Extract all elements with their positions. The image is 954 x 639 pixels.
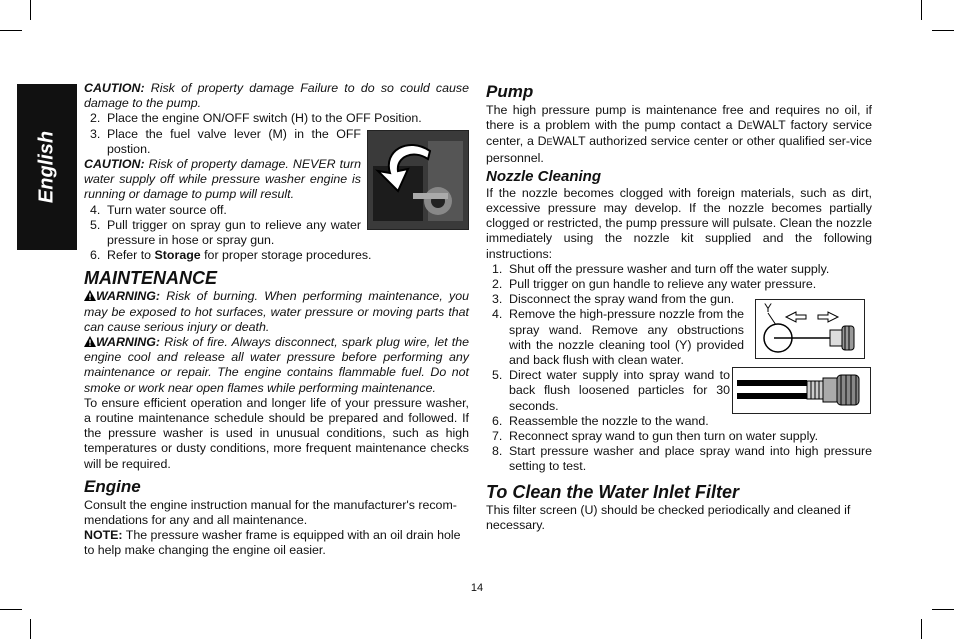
step-text: Start pressure washer and place spray wand into high pressure setting to test. <box>509 444 872 474</box>
engine-heading: Engine <box>84 476 141 496</box>
step-number: 3. <box>90 126 101 141</box>
note-label: NOTE: <box>84 528 123 543</box>
crop-mark <box>921 0 922 20</box>
caution-text: Risk of property damage Failure to do so could cause damage to the pump. <box>84 81 469 111</box>
crop-mark <box>0 30 22 31</box>
step-text: Pull trigger on gun handle to relieve any water pressure. <box>509 277 817 292</box>
crop-mark <box>30 619 31 639</box>
back-flush-figure <box>732 367 871 414</box>
engine-note <box>84 528 469 558</box>
list-item <box>486 277 872 292</box>
nozzle-cleaning-heading: Nozzle Cleaning <box>486 167 602 185</box>
list-item <box>84 248 469 263</box>
step-text: Pull trigger on spray gun to relieve any water pressure in hose or spray gun. <box>107 217 361 248</box>
caution-note <box>84 81 469 111</box>
crop-mark <box>30 0 31 20</box>
step-text: Direct water supply into spray wand to back flush loosened particles for 30 seconds. <box>509 368 730 413</box>
pump-text: The high pressure pump is maintenance free and requires no oil, if there is a problem with the pump contact a D <box>486 103 872 133</box>
warning-text: Risk of fire. Always disconnect, spark plug wire, let the engine cool and release all water pressure before performing any maintenance or repair. The engine contains flammable fuel. Do not smoke or work near open flames while performing maintenance. <box>84 335 469 395</box>
filter-paragraph: This filter screen (U) should be checked periodically and cleaned if necessary. <box>486 502 851 532</box>
pump-text: WALT authorized service center or other qualified ser-vice personnel. <box>486 134 872 165</box>
step-text: Disconnect the spray wand from the gun. <box>509 292 735 307</box>
list-item <box>486 262 872 277</box>
step-text: Place the engine ON/OFF switch (H) to the OFF Position. <box>107 111 422 126</box>
step-number: 7. <box>492 429 503 444</box>
shutdown-steps <box>84 111 469 157</box>
list-item <box>486 429 872 444</box>
note-text: The pressure washer frame is equipped with an oil drain hole to help make changing the engine oil easier. <box>84 528 461 558</box>
step-text: Remove the high-pressure nozzle from the spray wand. Remove any obstructions with the nozzle cleaning tool (Y) provided and back flush with clean water. <box>509 307 744 368</box>
nozzle-paragraph: If the nozzle becomes clogged with foreign materials, such as dirt, excessive pressure may develop. If the nozzle becomes partially clogged or restricted, the pump pressure will pulsate. Clean the nozzle immediately using the nozzle kit supplied and the following instructions: <box>486 185 872 261</box>
step-number: 5. <box>492 368 503 383</box>
crop-mark <box>932 609 954 610</box>
step-number: 1. <box>492 261 503 276</box>
warning-triangle-icon <box>84 336 96 347</box>
warning-text: Risk of burning. When performing maintenance, you may be exposed to hot surfaces, water pressure or moving parts that can cause serious injury or death. <box>84 289 469 334</box>
step-number: 6. <box>90 248 101 263</box>
step-number: 5. <box>90 217 101 232</box>
pump-heading: Pump <box>486 82 534 101</box>
warning-note <box>84 335 469 396</box>
water-filter-heading: To Clean the Water Inlet Filter <box>486 481 740 502</box>
list-item <box>84 127 361 157</box>
crop-mark <box>0 609 22 610</box>
step-text: Shut off the pressure washer and turn off the water supply. <box>509 261 830 276</box>
list-item <box>486 444 872 474</box>
language-tab-label: English <box>35 130 58 204</box>
list-item <box>486 307 744 368</box>
step-text: Place the fuel valve lever (M) in the OFF postion. <box>107 126 361 156</box>
crop-mark <box>921 619 922 639</box>
maintenance-heading: MAINTENANCE <box>84 268 217 289</box>
pump-text: E <box>546 137 553 148</box>
caution-note <box>84 157 361 203</box>
shutdown-steps <box>84 203 469 264</box>
caution-label: CAUTION: <box>84 157 145 172</box>
pump-text: WALT factory service center, a D <box>486 118 872 149</box>
warning-label: WARNING: <box>96 289 161 304</box>
step-number: 2. <box>492 277 503 292</box>
engine-paragraph: Consult the engine instruction manual for the manufacturer's recom-mendations for any and all maintenance. <box>84 497 457 528</box>
list-item <box>486 292 744 307</box>
list-item <box>486 368 730 414</box>
caution-label: CAUTION: <box>84 81 145 95</box>
step-text: Reconnect spray wand to gun then turn on water supply. <box>509 429 819 444</box>
step-number: 4. <box>492 307 503 322</box>
back-flush-illustration <box>733 368 870 413</box>
crop-mark <box>932 30 954 31</box>
warning-note <box>84 289 469 335</box>
warning-label: WARNING: <box>96 335 161 350</box>
step-number: 3. <box>492 292 503 307</box>
step-text: Turn water source off. <box>107 202 227 217</box>
storage-reference: Storage <box>154 248 201 263</box>
step-number: 2. <box>90 111 101 126</box>
list-item <box>486 414 872 429</box>
nozzle-tool-illustration <box>756 300 864 358</box>
nozzle-tool-figure <box>755 299 865 359</box>
left-column <box>84 81 469 559</box>
step-number: 6. <box>492 413 503 428</box>
step-number: 8. <box>492 444 503 459</box>
step-text: Refer to <box>107 248 155 263</box>
pump-text: E <box>746 121 753 132</box>
step-text: Reassemble the nozzle to the wand. <box>509 413 709 428</box>
warning-triangle-icon <box>84 290 96 301</box>
list-item <box>84 203 469 218</box>
maintenance-paragraph: To ensure efficient operation and longer life of your pressure washer, a routine maintenance schedule should be prepared and followed. If the pressure washer is used in unusual conditions, such as high temperatures or dusty conditions, more frequent maintenance checks will be required. <box>84 395 469 471</box>
tool-callout-label: Y <box>764 301 773 315</box>
list-item <box>84 111 469 126</box>
list-item <box>84 218 361 248</box>
step-number: 4. <box>90 202 101 217</box>
pump-paragraph <box>486 103 872 166</box>
page-number: 14 <box>470 582 484 594</box>
step-text: for proper storage procedures. <box>200 248 372 263</box>
caution-text: Risk of property damage. NEVER turn water supply off while pressure washer engine is running or damage to pump will result. <box>84 157 361 202</box>
